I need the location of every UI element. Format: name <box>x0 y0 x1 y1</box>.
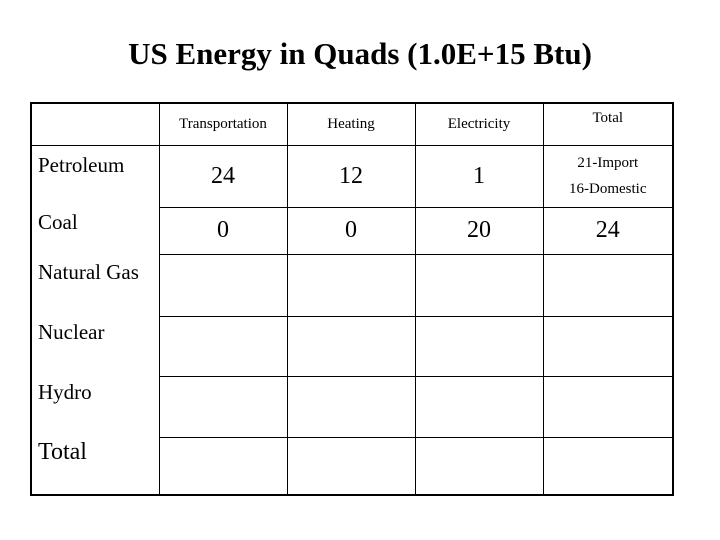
table-row-nuclear <box>31 316 673 376</box>
column-header-transportation: Transportation <box>159 103 287 145</box>
cell-petroleum-electricity: 1 <box>415 145 543 207</box>
energy-table <box>30 102 674 496</box>
cell-total-transportation <box>159 437 287 495</box>
row-label-nuclear: Nuclear <box>31 316 159 376</box>
cell-natural-gas-transportation <box>159 254 287 316</box>
cell-nuclear-heating <box>287 316 415 376</box>
cell-nuclear-total <box>543 316 673 376</box>
cell-hydro-total <box>543 376 673 437</box>
cell-total-electricity <box>415 437 543 495</box>
table-row-petroleum <box>31 145 673 207</box>
table-row-hydro <box>31 376 673 437</box>
cell-total-heating <box>287 437 415 495</box>
cell-total-total <box>543 437 673 495</box>
column-header-total: Total <box>543 103 673 145</box>
cell-nuclear-electricity <box>415 316 543 376</box>
table-row-total <box>31 437 673 495</box>
corner-cell <box>31 103 159 145</box>
cell-natural-gas-heating <box>287 254 415 316</box>
cell-hydro-electricity <box>415 376 543 437</box>
row-label-natural-gas: Natural Gas <box>31 254 159 316</box>
petroleum-total-domestic: 16-Domestic <box>569 181 647 197</box>
row-label-hydro: Hydro <box>31 376 159 437</box>
cell-petroleum-transportation: 24 <box>159 145 287 207</box>
cell-nuclear-transportation <box>159 316 287 376</box>
row-label-coal: Coal <box>31 207 159 254</box>
cell-petroleum-heating: 12 <box>287 145 415 207</box>
cell-petroleum-total <box>543 145 673 207</box>
cell-hydro-transportation <box>159 376 287 437</box>
column-header-heating: Heating <box>287 103 415 145</box>
petroleum-total-import: 21-Import <box>577 155 639 171</box>
column-header-electricity: Electricity <box>415 103 543 145</box>
row-label-total: Total <box>31 437 159 495</box>
cell-natural-gas-electricity <box>415 254 543 316</box>
row-label-petroleum: Petroleum <box>31 145 159 207</box>
page-title: US Energy in Quads (1.0E+15 Btu) <box>128 36 592 71</box>
cell-coal-transportation: 0 <box>159 207 287 254</box>
cell-coal-electricity: 20 <box>415 207 543 254</box>
cell-hydro-heating <box>287 376 415 437</box>
table-row-natural-gas <box>31 254 673 316</box>
header-row <box>31 103 673 145</box>
cell-coal-heating: 0 <box>287 207 415 254</box>
cell-coal-total: 24 <box>543 207 673 254</box>
table-row-coal <box>31 207 673 254</box>
cell-natural-gas-total <box>543 254 673 316</box>
